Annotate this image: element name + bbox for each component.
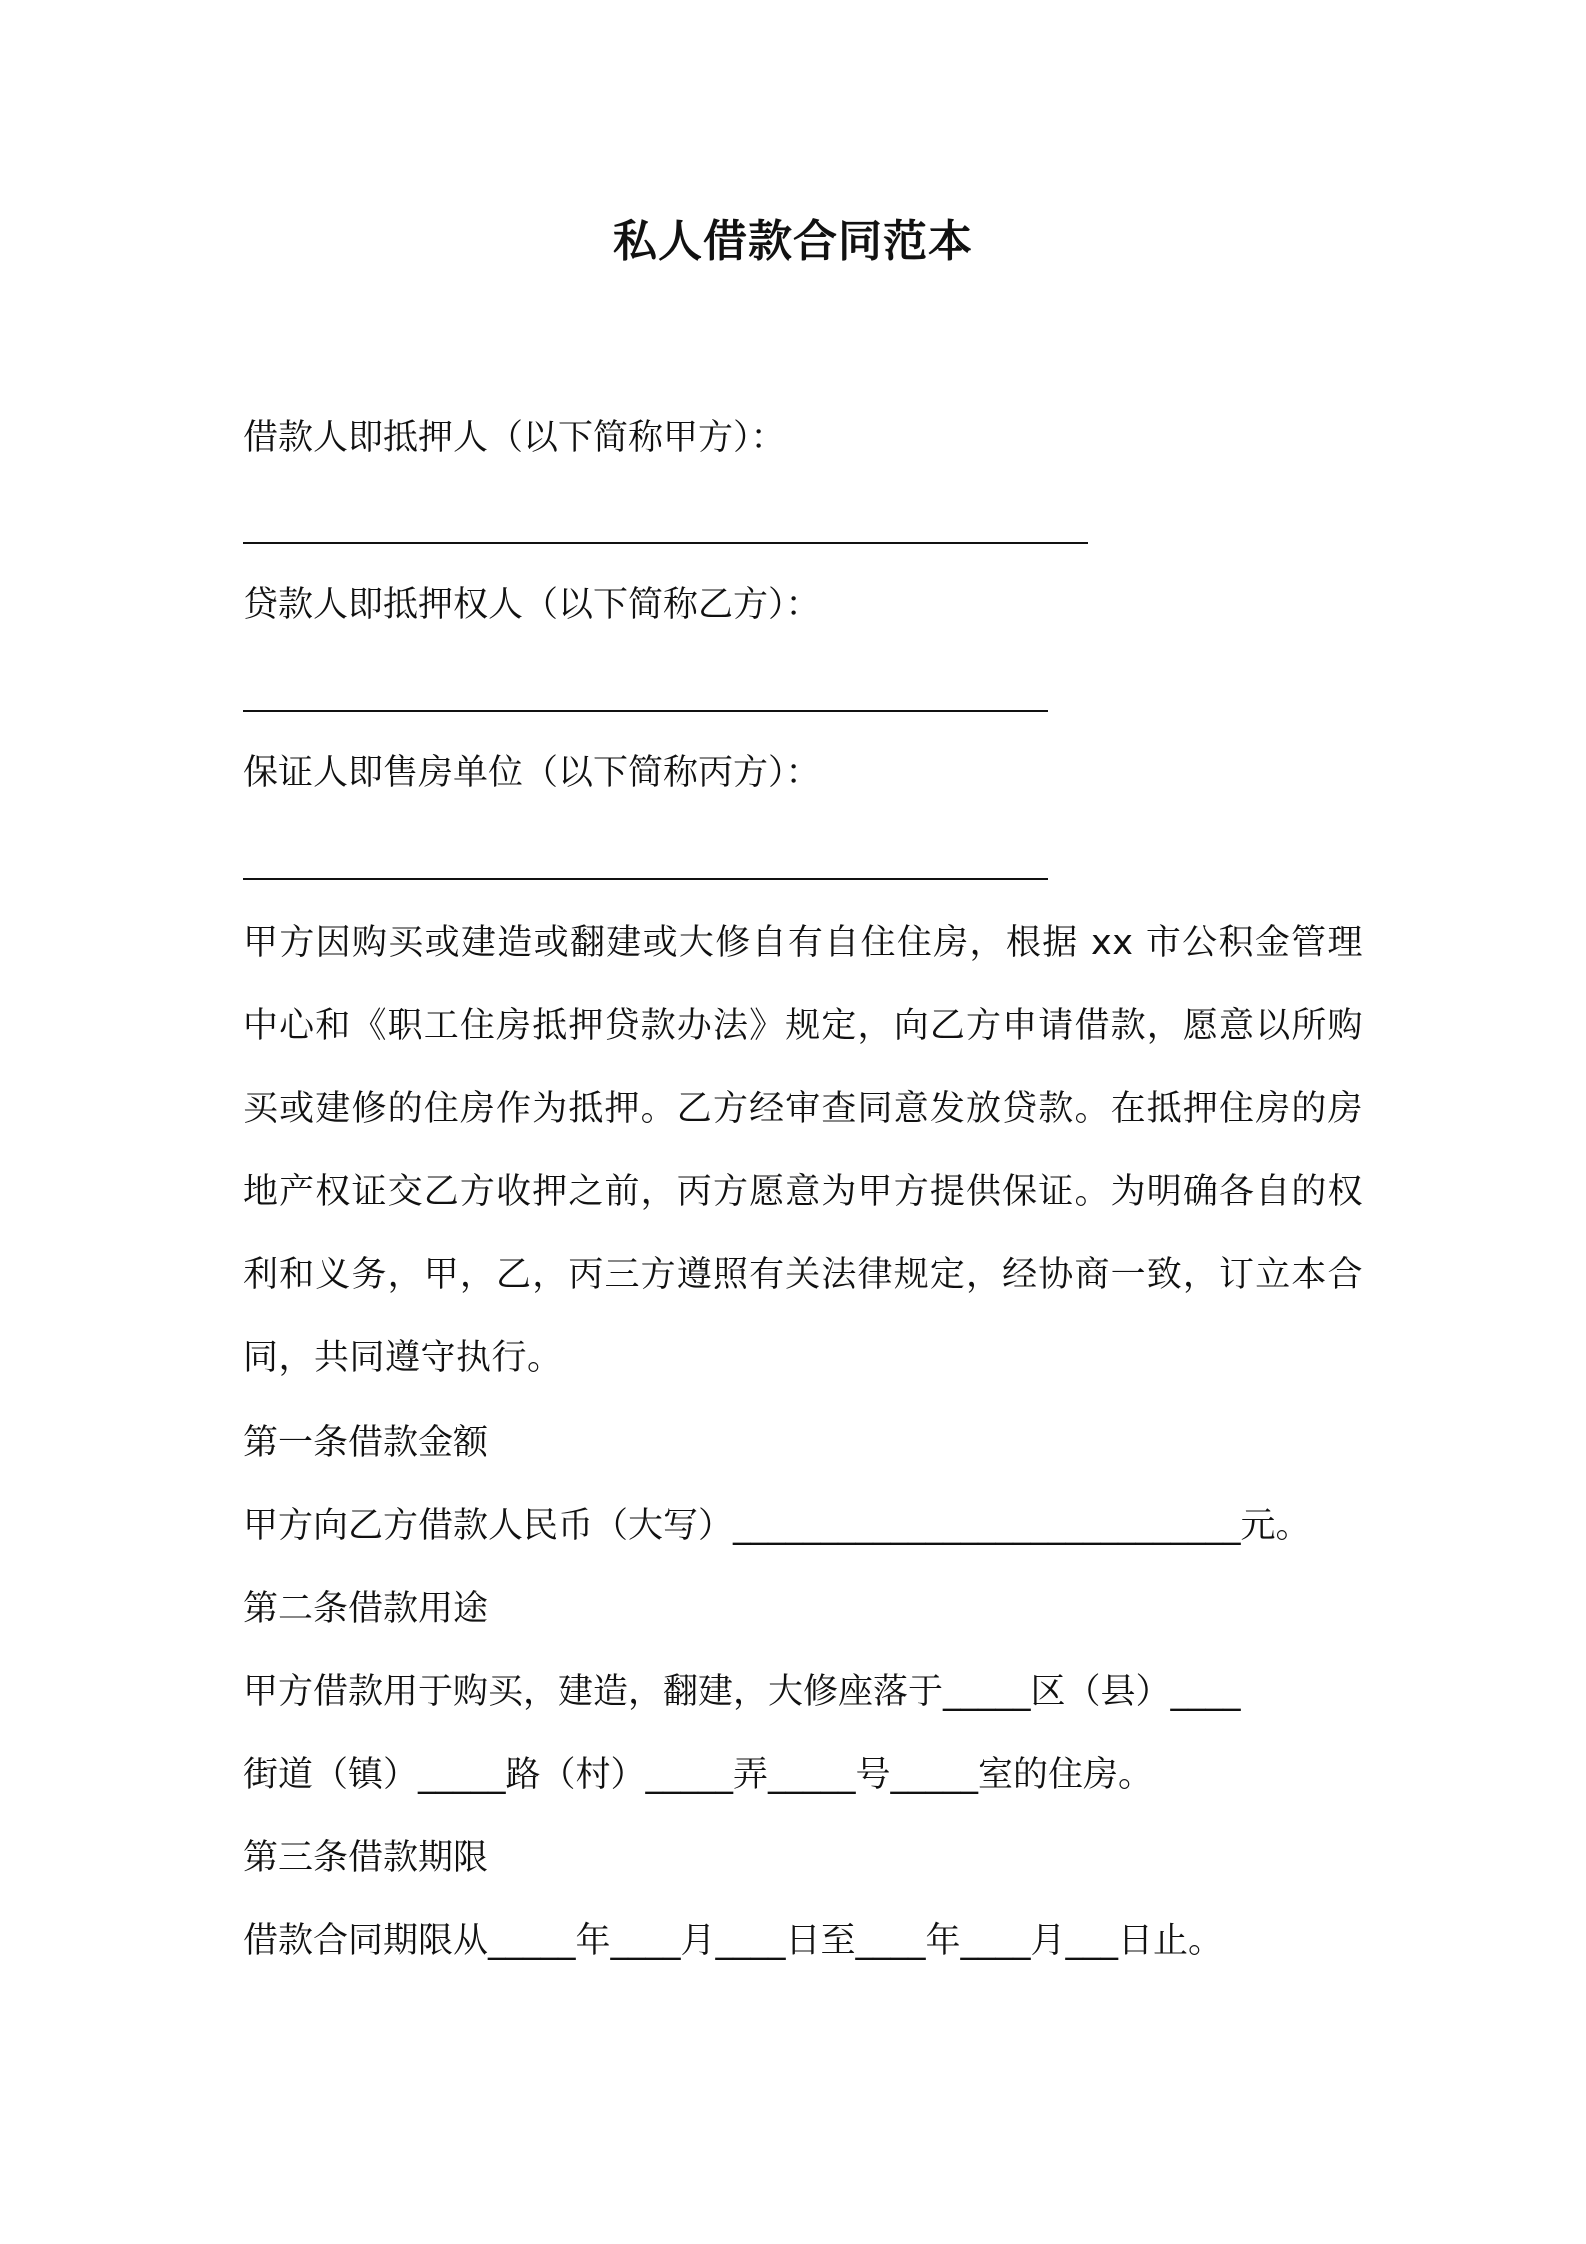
preamble-paragraph: 甲方因购买或建造或翻建或大修自有自住住房，根据 xx 市公积金管理中心和《职工住房抵押贷款办法》规定，向乙方申请借款，愿意以所购买或建修的住房作为抵押。乙方经审查同意发放贷款。在抵押住房的房地产权证交乙方收押之前，丙方愿意为甲方提供保证。为明确各自的权利和义务，甲，乙，丙三方遵照有关法律规定，经协商一致，订立本合同，共同遵守执行。 [243,923,1363,1378]
document-title: 私人借款合同范本 [613,216,973,267]
article2-heading: 第二条借款用途 [243,1589,489,1629]
party-a-label: 借款人即抵押人（以下简称甲方）： [243,418,786,458]
article1-text: 甲方向乙方借款人民币（大写）_____________________________元。 [243,1506,1311,1546]
article2-line2: 街道（镇）_____路（村）_____弄_____号_____室的住房。 [243,1755,1154,1795]
article1-heading: 第一条借款金额 [243,1423,489,1463]
party-c-blank-line [243,878,1048,880]
party-b-blank-line [243,710,1048,712]
party-a-blank-line [243,542,1088,544]
party-b-label: 贷款人即抵押权人（以下简称乙方）： [243,585,821,625]
article3-text: 借款合同期限从_____年____月____日至____年____月___日止。 [243,1921,1224,1961]
article2-line1: 甲方借款用于购买，建造，翻建，大修座落于_____区（县）____ [243,1672,1241,1712]
party-c-label: 保证人即售房单位（以下简称丙方）： [243,753,821,793]
article3-heading: 第三条借款期限 [243,1838,489,1878]
